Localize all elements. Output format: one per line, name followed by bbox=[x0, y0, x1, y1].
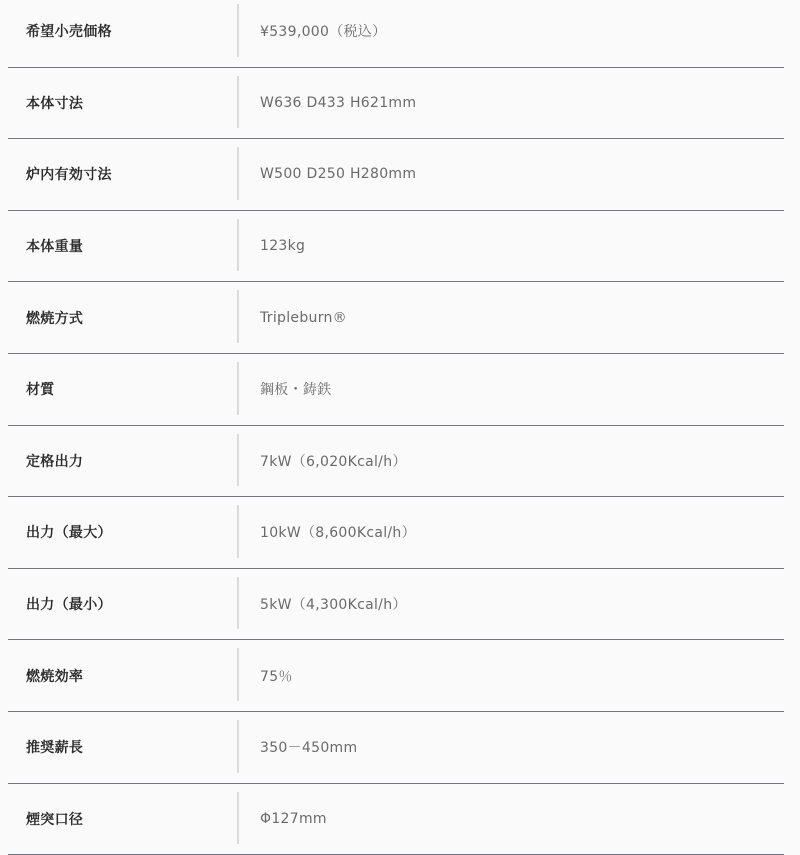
spec-value: W500 D250 H280mm bbox=[260, 166, 417, 183]
column-divider bbox=[237, 648, 239, 701]
spec-row-body-dimensions bbox=[8, 68, 784, 140]
column-divider bbox=[237, 76, 239, 129]
column-divider bbox=[237, 720, 239, 773]
spec-row-price bbox=[8, 0, 784, 68]
spec-label: 材質 bbox=[26, 382, 55, 399]
spec-value: 鋼板・鋳鉄 bbox=[260, 382, 332, 399]
column-divider bbox=[237, 290, 239, 343]
spec-value: 7kW（6,020Kcal/h） bbox=[260, 453, 407, 470]
column-divider bbox=[237, 434, 239, 487]
column-divider bbox=[237, 505, 239, 558]
spec-row-flue-diameter bbox=[8, 784, 784, 855]
spec-row-min-output bbox=[8, 569, 784, 641]
column-divider bbox=[237, 219, 239, 272]
spec-row-log-length bbox=[8, 712, 784, 784]
spec-label: 定格出力 bbox=[26, 453, 84, 470]
spec-value: Tripleburn® bbox=[260, 309, 347, 326]
spec-label: 本体重量 bbox=[26, 239, 84, 256]
spec-value: W636 D433 H621mm bbox=[260, 94, 417, 111]
column-divider bbox=[237, 147, 239, 200]
spec-value: 10kW（8,600Kcal/h） bbox=[260, 525, 416, 542]
spec-row-firebox-dimensions bbox=[8, 139, 784, 211]
spec-value: 350－450mm bbox=[260, 740, 358, 757]
spec-row-efficiency bbox=[8, 640, 784, 712]
spec-label: 本体寸法 bbox=[26, 95, 84, 112]
spec-label: 燃焼方式 bbox=[26, 310, 84, 327]
spec-value: ¥539,000（税込） bbox=[260, 24, 387, 41]
spec-label: 煙突口径 bbox=[26, 811, 84, 828]
column-divider bbox=[237, 4, 239, 57]
spec-row-material bbox=[8, 354, 784, 426]
spec-row-combustion-method bbox=[8, 282, 784, 354]
spec-label: 出力（最小） bbox=[26, 597, 112, 614]
spec-label: 燃焼効率 bbox=[26, 668, 84, 685]
spec-row-max-output bbox=[8, 497, 784, 569]
spec-label: 炉内有効寸法 bbox=[26, 167, 112, 184]
spec-row-rated-output bbox=[8, 426, 784, 498]
spec-value: 75％ bbox=[260, 668, 293, 685]
column-divider bbox=[237, 362, 239, 415]
column-divider bbox=[237, 792, 239, 845]
spec-label: 出力（最大） bbox=[26, 525, 112, 542]
spec-value: 123kg bbox=[260, 238, 306, 255]
spec-row-weight bbox=[8, 211, 784, 283]
column-divider bbox=[237, 577, 239, 630]
spec-label: 推奨薪長 bbox=[26, 740, 84, 757]
spec-value: Φ127mm bbox=[260, 810, 327, 827]
spec-label: 希望小売価格 bbox=[26, 24, 112, 41]
spec-value: 5kW（4,300Kcal/h） bbox=[260, 597, 407, 614]
